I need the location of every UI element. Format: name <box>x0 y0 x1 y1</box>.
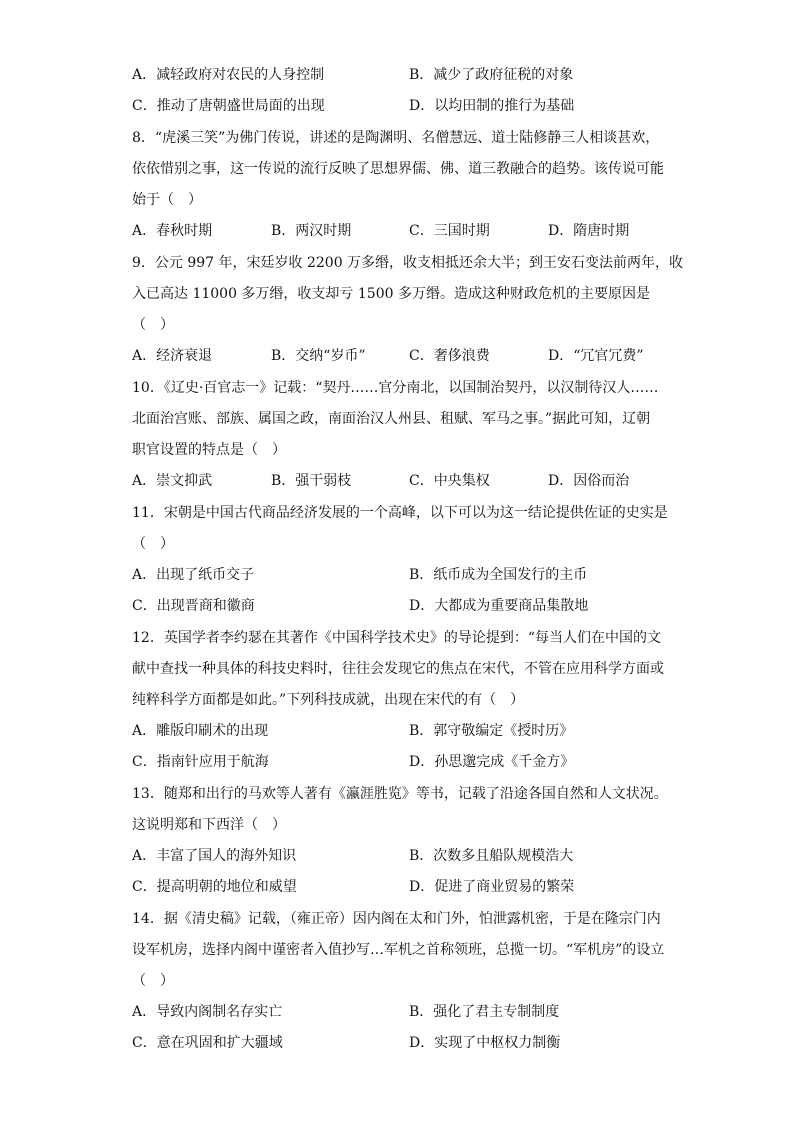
question-14-text: 14．据《清史稿》记载，（雍正帝）因内阁在太和门外，怕泄露机密，于是在隆宗门内 <box>132 911 661 927</box>
option-d: D．隋唐时期 <box>548 223 630 239</box>
question-10-text: 职官设置的特点是（ ） <box>132 442 286 458</box>
option-b: B．交纳“岁币” <box>271 348 366 364</box>
option-c: C．提高明朝的地位和威望 <box>132 879 297 895</box>
option-c: C．指南针应用于航海 <box>132 754 269 770</box>
option-a: A．经济衰退 <box>132 348 213 364</box>
question-13-text: 13．随郑和出行的马欢等人著有《瀛涯胜览》等书，记载了沿途各国自然和人文状况。 <box>132 786 668 802</box>
option-b: B．纸币成为全国发行的主币 <box>409 567 588 583</box>
option-b: B．次数多且船队规模浩大 <box>409 848 574 864</box>
option-d: D．孙思邈完成《千金方》 <box>409 754 575 770</box>
option-b: B．强化了君主专制制度 <box>409 1004 560 1020</box>
question-14-text: （ ） <box>132 973 174 989</box>
option-a: A．出现了纸币交子 <box>132 567 255 583</box>
question-9-text: 入已高达 11000 多万缗，收支却亏 1500 多万缗。造成这种财政危机的主要原因是 <box>132 286 650 302</box>
option-d: D．以均田制的推行为基础 <box>409 98 575 114</box>
option-c: C．中央集权 <box>409 473 490 489</box>
option-a: A．崇文抑武 <box>132 473 213 489</box>
option-b: B．减少了政府征税的对象 <box>409 67 574 83</box>
question-14-text: 设军机房，选择内阁中谨密者入值抄写…军机之首称领班，总揽一切。“军机房”的设立 <box>132 942 665 958</box>
option-d: D．因俗而治 <box>548 473 630 489</box>
question-9-text: （ ） <box>132 317 174 333</box>
option-a: A．减轻政府对农民的人身控制 <box>132 67 325 83</box>
question-13-text: 这说明郑和下西洋（ ） <box>132 817 286 833</box>
question-12-text: 12．英国学者李约瑟在其著作《中国科学技术史》的导论提到：“每当人们在中国的文 <box>132 630 661 646</box>
question-8-text: 始于（ ） <box>132 192 202 208</box>
option-c: C．推动了唐朝盛世局面的出现 <box>132 98 325 114</box>
question-8-text: 8．“虎溪三笑”为佛门传说，讲述的是陶渊明、名僧慧远、道士陆修静三人相谈甚欢， <box>132 130 660 146</box>
option-c: C．三国时期 <box>409 223 490 239</box>
question-8-text: 依依惜别之事，这一传说的流行反映了思想界儒、佛、道三教融合的趋势。该传说可能 <box>132 161 664 177</box>
option-a: A．春秋时期 <box>132 223 213 239</box>
question-11-text: 11．宋朝是中国古代商品经济发展的一个高峰，以下可以为这一结论提供佐证的史实是 <box>132 505 668 521</box>
option-c: C．意在巩固和扩大疆域 <box>132 1035 283 1051</box>
question-12-text: 献中查找一种具体的科技史料时，往往会发现它的焦点在宋代，不管在应用科学方面或 <box>132 661 664 677</box>
question-12-text: 纯粹科学方面都是如此。”下列科技成就，出现在宋代的有（ ） <box>132 692 525 708</box>
option-a: A．导致内阁制名存实亡 <box>132 1004 283 1020</box>
option-d: D．“冗官冗费” <box>548 348 644 364</box>
option-d: D．实现了中枢权力制衡 <box>409 1035 561 1051</box>
option-c: C．出现晋商和徽商 <box>132 598 255 614</box>
question-11-text: （ ） <box>132 536 174 552</box>
option-b: B．郭守敬编定《授时历》 <box>409 723 574 739</box>
question-10-text: 北面治宫账、部族、属国之政，南面治汉人州县、租赋、军马之事。”据此可知，辽朝 <box>132 411 651 427</box>
option-c: C．奢侈浪费 <box>409 348 490 364</box>
question-10-text: 10．《辽史·百官志一》记载：“契丹……官分南北，以国制治契丹，以汉制待汉人…… <box>132 380 659 396</box>
option-d: D．促进了商业贸易的繁荣 <box>409 879 575 895</box>
option-b: B．两汉时期 <box>271 223 352 239</box>
option-b: B．强干弱枝 <box>271 473 352 489</box>
option-d: D．大都成为重要商品集散地 <box>409 598 589 614</box>
option-a: A．雕版印刷术的出现 <box>132 723 269 739</box>
question-9-text: 9．公元 997 年，宋廷岁收 2200 万多缗，收支相抵还余大半；到王安石变法前两年，收 <box>132 255 684 271</box>
option-a: A．丰富了国人的海外知识 <box>132 848 297 864</box>
